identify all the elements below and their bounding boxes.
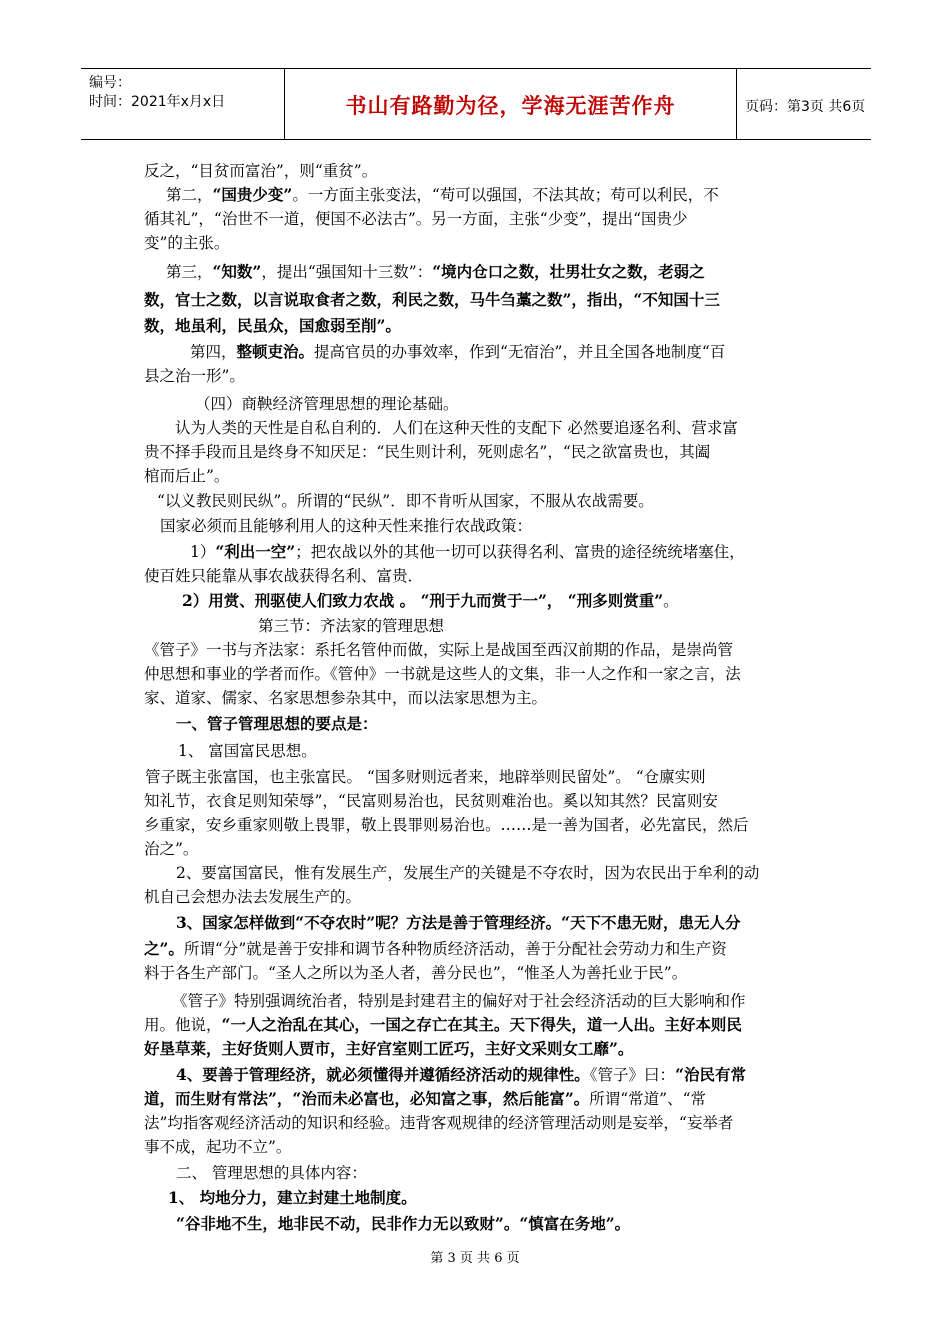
document-number-label: 编号： xyxy=(89,75,131,91)
document-date-label: 时间：2021年x月x日 xyxy=(89,94,226,110)
bold-text: “国贵少变” xyxy=(212,185,293,204)
paragraph-line: 《管子》一书与齐法家：系托名管仲而做，实际上是战国至西汉前期的作品，是崇尚管 xyxy=(144,641,734,659)
paragraph-line: 1、 富国富民思想。 xyxy=(178,742,317,760)
paragraph-line: 国家必须而且能够利用人的这种天性来推行农战政策： xyxy=(160,517,533,535)
header-page-cell xyxy=(735,69,871,139)
paragraph-line xyxy=(168,1188,417,1208)
paragraph-line: 县之治一形”。 xyxy=(144,367,245,385)
bold-text: “知数” xyxy=(212,262,262,281)
bold-text: 4、要善于管理经济，就必须懂得并遵循经济活动的规律性。 xyxy=(176,1065,590,1084)
bold-text: “一人之治乱在其心，一国之存亡在其主。天下得失，道一人出。主好本则民 xyxy=(221,1015,742,1034)
paragraph-line: 反之，“目贫而富治”，则“重贫”。 xyxy=(144,162,378,180)
bold-text: 整顿吏治。 xyxy=(236,342,315,361)
paragraph-line xyxy=(144,316,401,336)
bold-text: “治民有常 xyxy=(675,1065,746,1084)
paragraph-line: 治之”。 xyxy=(144,840,199,858)
paragraph-line: 循其礼”，“治世不一道，便国不必法古”。另一方面，主张“少变”，提出“国贵少 xyxy=(144,210,688,228)
page-footer: 第 3 页 共 6 页 xyxy=(430,1251,520,1266)
paragraph-line: 变”的主张。 xyxy=(144,234,230,252)
paragraph-line: 1）“利出一空”；把农战以外的其他一切可以获得名利、富贵的途径统统堵塞住， xyxy=(190,542,745,561)
paragraph-line xyxy=(144,290,720,310)
header-page-number: 页码：第3页 共6页 xyxy=(745,99,866,115)
paragraph-line: “以义教民则民纵”。所谓的“民纵”．即不肯听从国家，不服从农战需要。 xyxy=(157,492,654,510)
paragraph-line: 第二，“国贵少变”。一方面主张变法，“苟可以强国，不法其故；苟可以利民，不 xyxy=(166,185,719,204)
paragraph-line: 认为人类的天性是自私自利的．人们在这种天性的支配下 必然要追逐名利、营求富 xyxy=(175,419,738,437)
bold-text: 数，地虽利，民虽众，国愈弱至削”。 xyxy=(144,316,401,335)
bold-text: “利出一空” xyxy=(215,542,296,561)
paragraph-line: （四）商鞅经济管理思想的理论基础。 xyxy=(195,395,459,413)
paragraph-line: 事不成，起功不立”。 xyxy=(144,1138,292,1156)
paragraph-line: 机自己会想办法去发展生产的。 xyxy=(144,888,362,906)
bold-text: 好垦草莱，主好货则人贾市，主好宫室则工匠巧，主好文采则女工靡”。 xyxy=(144,1039,634,1058)
paragraph-line: 管子既主张富国，也主张富民。 “国多财则远者来，地辟举则民留处”。 “仓廪实则 xyxy=(145,768,706,786)
paragraph-line: 贵不择手段而且是终身不知厌足：“民生则计利，死则虑名”，“民之欲富贵也，其阖 xyxy=(144,443,711,461)
paragraph-line: 之”。所谓“分”就是善于安排和调节各种物质经济活动，善于分配社会劳动力和生产资 xyxy=(144,939,727,958)
bold-text: 1、 均地分力，建立封建土地制度。 xyxy=(168,1188,417,1207)
paragraph-line: 第三节：齐法家的管理思想 xyxy=(258,617,445,635)
paragraph-line: 知礼节，衣食足则知荣辱”，“民富则易治也，民贫则难治也。奚以知其然？民富则安 xyxy=(144,792,718,810)
paragraph-line: 仲思想和事业的学者而作。《管仲》一书就是这些人的文集，非一人之作和一家之言，法 xyxy=(144,665,741,683)
paragraph-line xyxy=(176,1214,630,1234)
bold-text: 一、管子管理思想的要点是： xyxy=(176,714,378,733)
paragraph-line: 家、道家、儒家、名家思想参杂其中，而以法家思想为主。 xyxy=(144,689,548,707)
header-motto: 书山有路勤为径，学海无涯苦作舟 xyxy=(345,94,676,118)
bold-text: 之”。 xyxy=(144,939,184,958)
paragraph-line: 道，而生财有常法”，“治而未必富也，必知富之事，然后能富”。所谓“常道”、“常 xyxy=(144,1089,707,1108)
bold-text: “境内仓口之数，壮男壮女之数，老弱之 xyxy=(432,262,705,281)
paragraph-line: 二、 管理思想的具体内容： xyxy=(176,1164,367,1182)
bold-text: 2）用赏、刑驱使人们致力农战 。 “刑于九而赏于一”， “刑多则赏重” xyxy=(182,591,664,610)
paragraph-line: 2、要富国富民，惟有发展生产，发展生产的关键是不夺农时，因为农民出于牟利的动 xyxy=(176,864,760,882)
paragraph-line xyxy=(176,913,741,933)
paragraph-line: 棺而后止”。 xyxy=(144,467,230,485)
paragraph-line: 《管子》特别强调统治者，特别是封建君主的偏好对于社会经济活动的巨大影响和作 xyxy=(172,992,746,1010)
paragraph-line: 4、要善于管理经济，就必须懂得并遵循经济活动的规律性。《管子》曰：“治民有常 xyxy=(176,1065,746,1084)
paragraph-line xyxy=(144,1039,633,1059)
paragraph-line: 使百姓只能靠从事农战获得名利、富贵． xyxy=(144,567,424,585)
bold-text: 道，而生财有常法”，“治而未必富也，必知富之事，然后能富”。 xyxy=(144,1089,590,1108)
paragraph-line: 法”均指客观经济活动的知识和经验。违背客观规律的经济管理活动则是妄举，“妄举者 xyxy=(144,1114,734,1132)
paragraph-line: 用。他说，“一人之治乱在其心，一国之存亡在其主。天下得失，道一人出。主好本则民 xyxy=(144,1015,742,1034)
bold-text: 数，官士之数，以言说取食者之数，利民之数，马牛刍藁之数”，指出，“不知国十三 xyxy=(144,290,720,309)
paragraph-line: 第三，“知数”，提出“强国知十三数”：“境内仓口之数，壮男壮女之数，老弱之 xyxy=(166,262,705,281)
paragraph-line: 料于各生产部门。“圣人之所以为圣人者，善分民也”，“惟圣人为善托业于民”。 xyxy=(144,964,688,982)
paragraph-line: 2）用赏、刑驱使人们致力农战 。 “刑于九而赏于一”， “刑多则赏重”。 xyxy=(182,591,679,610)
bold-text: 3、国家怎样做到“不夺农时”呢？方法是善于管理经济。“天下不患无财，患无人分 xyxy=(176,913,741,932)
paragraph-line xyxy=(176,714,378,734)
paragraph-line: 乡重家，安乡重家则敬上畏罪，敬上畏罪则易治也。……是一善为国者，必先富民，然后 xyxy=(144,816,749,834)
header-motto-cell xyxy=(284,69,737,139)
header-meta xyxy=(81,69,284,139)
paragraph-line: 第四，整顿吏治。提高官员的办事效率，作到“无宿治”，并且全国各地制度“百 xyxy=(190,342,726,361)
bold-text: “谷非地不生，地非民不动，民非作力无以致财”。“慎富在务地”。 xyxy=(176,1214,631,1233)
page-header xyxy=(81,68,871,140)
